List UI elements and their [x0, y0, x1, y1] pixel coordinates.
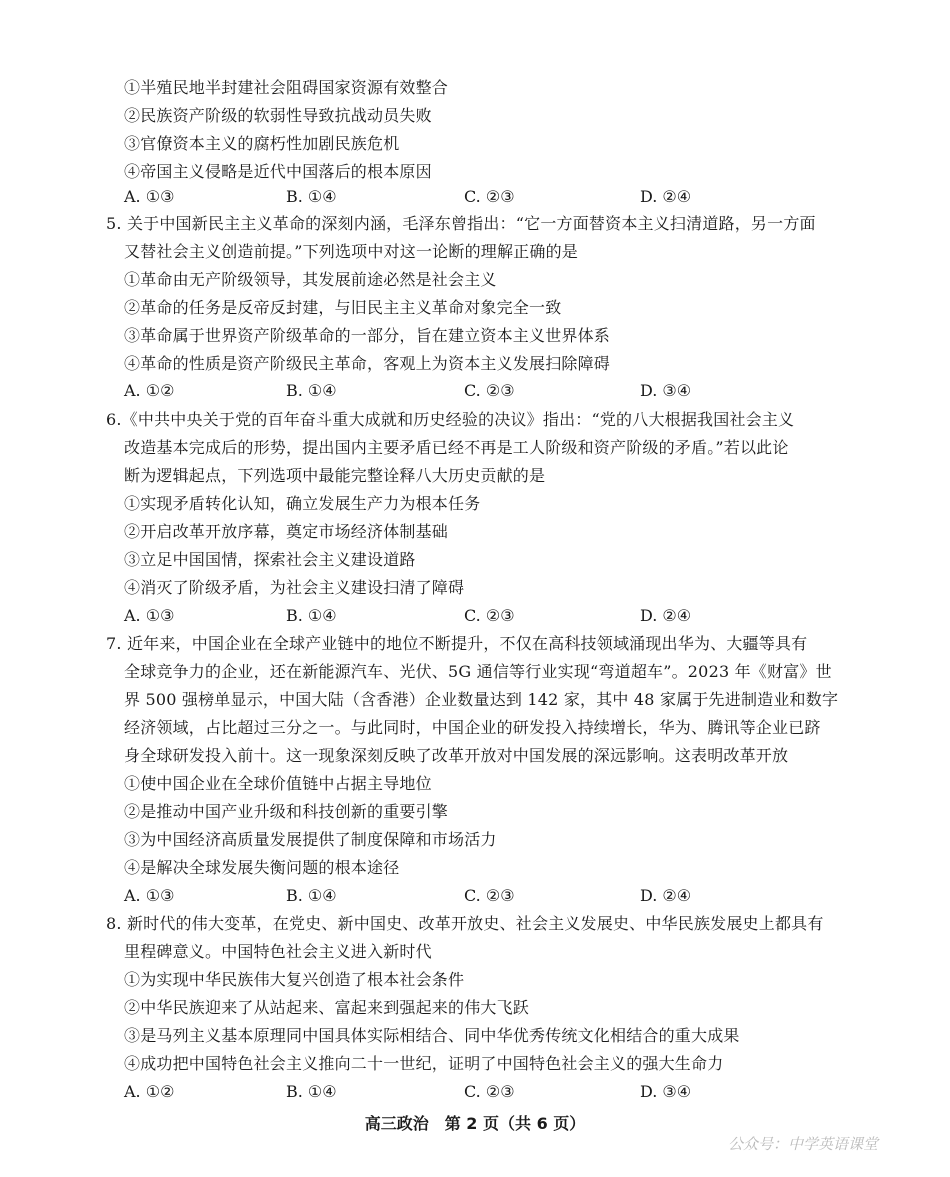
- q6-option-d: D. ②④: [640, 606, 692, 625]
- q5-stem-line-2: 又替社会主义创造前提。”下列选项中对这一论断的理解正确的是: [124, 242, 578, 261]
- q7-item-4: ④是解决全球发展失衡问题的根本途径: [124, 858, 400, 877]
- q5-stem-line-1: 5. 关于中国新民主主义革命的深刻内涵，毛泽东曾指出：“它一方面替资本主义扫清道路，另一方面: [106, 214, 816, 233]
- q4-option-a: A. ①③: [124, 187, 175, 206]
- q5-item-4: ④革命的性质是资产阶级民主革命，客观上为资本主义发展扫除障碍: [124, 354, 611, 373]
- q6-item-3: ③立足中国国情，探索社会主义建设道路: [124, 550, 416, 569]
- q7-option-c: C. ②③: [464, 886, 515, 905]
- q8-option-d: D. ③④: [640, 1082, 692, 1101]
- q8-item-4: ④成功把中国特色社会主义推向二十一世纪，证明了中国特色社会主义的强大生命力: [124, 1054, 724, 1073]
- q4-option-b: B. ①④: [286, 187, 337, 206]
- q7-stem-line-5: 身全球研发投入前十。这一现象深刻反映了改革开放对中国发展的深远影响。这表明改革开放: [124, 746, 789, 765]
- q8-option-b: B. ①④: [286, 1082, 337, 1101]
- q7-option-a: A. ①③: [124, 886, 175, 905]
- q5-item-3: ③革命属于世界资产阶级革命的一部分，旨在建立资本主义世界体系: [124, 326, 611, 345]
- q8-option-a: A. ①②: [124, 1082, 175, 1101]
- q5-item-2: ②革命的任务是反帝反封建，与旧民主主义革命对象完全一致: [124, 298, 562, 317]
- q5-option-b: B. ①④: [286, 381, 337, 400]
- q7-option-d: D. ②④: [640, 886, 692, 905]
- q8-item-2: ②中华民族迎来了从站起来、富起来到强起来的伟大飞跃: [124, 998, 530, 1017]
- q7-stem-line-3: 界 500 强榜单显示，中国大陆（含香港）企业数量达到 142 家，其中 48 家属于先进制造业和数字: [124, 690, 839, 709]
- watermark: 公众号：中学英语课堂: [728, 1135, 879, 1153]
- q6-option-a: A. ①③: [124, 606, 175, 625]
- q6-item-2: ②开启改革开放序幕，奠定市场经济体制基础: [124, 522, 449, 541]
- q8-stem-line-2: 里程碑意义。中国特色社会主义进入新时代: [124, 942, 432, 961]
- q8-option-c: C. ②③: [464, 1082, 515, 1101]
- q6-stem-line-1: 6.《中共中央关于党的百年奋斗重大成就和历史经验的决议》指出：“党的八大根据我国社会主义: [106, 410, 795, 429]
- q7-item-2: ②是推动中国产业升级和科技创新的重要引擎: [124, 802, 449, 821]
- q7-option-b: B. ①④: [286, 886, 337, 905]
- q4-item-3: ③官僚资本主义的腐朽性加剧民族危机: [124, 134, 400, 153]
- q7-stem-line-2: 全球竞争力的企业，还在新能源汽车、光伏、5G 通信等行业实现“弯道超车”。2023 年《财富》世: [124, 662, 832, 681]
- q6-stem-line-2: 改造基本完成后的形势，提出国内主要矛盾已经不再是工人阶级和资产阶级的矛盾。”若以此论: [124, 438, 789, 457]
- q4-option-d: D. ②④: [640, 187, 692, 206]
- q8-item-1: ①为实现中华民族伟大复兴创造了根本社会条件: [124, 970, 465, 989]
- q7-stem-line-4: 经济领域，占比超过三分之一。与此同时，中国企业的研发投入持续增长，华为、腾讯等企业已跻: [124, 718, 821, 737]
- page-footer: 高三政治 第 2 页（共 6 页）: [364, 1114, 586, 1133]
- q6-option-c: C. ②③: [464, 606, 515, 625]
- q8-stem-line-1: 8. 新时代的伟大变革，在党史、新中国史、改革开放史、社会主义发展史、中华民族发展史上都具有: [106, 914, 824, 933]
- q6-stem-line-3: 断为逻辑起点，下列选项中最能完整诠释八大历史贡献的是: [124, 466, 546, 485]
- q5-option-d: D. ③④: [640, 381, 692, 400]
- q4-item-4: ④帝国主义侵略是近代中国落后的根本原因: [124, 162, 432, 181]
- q4-item-1: ①半殖民地半封建社会阻碍国家资源有效整合: [124, 78, 449, 97]
- q6-item-1: ①实现矛盾转化认知，确立发展生产力为根本任务: [124, 494, 481, 513]
- q6-item-4: ④消灭了阶级矛盾，为社会主义建设扫清了障碍: [124, 578, 465, 597]
- q4-item-2: ②民族资产阶级的软弱性导致抗战动员失败: [124, 106, 432, 125]
- q6-option-b: B. ①④: [286, 606, 337, 625]
- q5-item-1: ①革命由无产阶级领导，其发展前途必然是社会主义: [124, 270, 497, 289]
- q8-item-3: ③是马列主义基本原理同中国具体实际相结合、同中华优秀传统文化相结合的重大成果: [124, 1026, 740, 1045]
- q7-stem-line-1: 7. 近年来，中国企业在全球产业链中的地位不断提升，不仅在高科技领域涌现出华为、大疆等具有: [106, 634, 808, 653]
- q4-option-c: C. ②③: [464, 187, 515, 206]
- q7-item-1: ①使中国企业在全球价值链中占据主导地位: [124, 774, 432, 793]
- q7-item-3: ③为中国经济高质量发展提供了制度保障和市场活力: [124, 830, 497, 849]
- q5-option-c: C. ②③: [464, 381, 515, 400]
- q5-option-a: A. ①②: [124, 381, 175, 400]
